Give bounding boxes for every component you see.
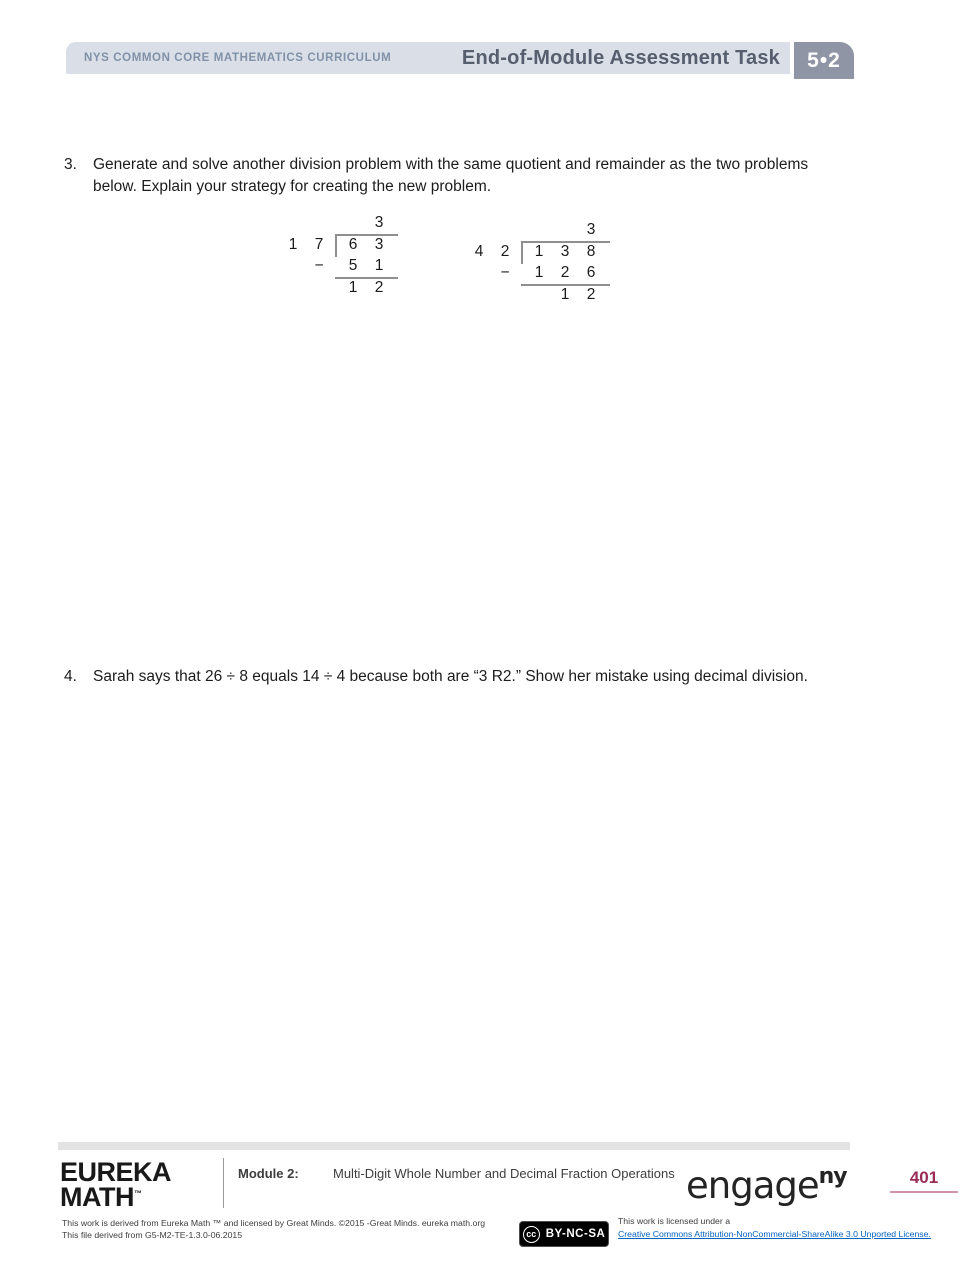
minus-sign: − [500, 264, 510, 281]
subtraction-line [521, 284, 610, 286]
derivation-line2: This file derived from G5-M2-TE-1.3.0-06.2015 [62, 1229, 243, 1240]
division-bracket-line [335, 234, 337, 258]
remainder-digit: 2 [374, 278, 384, 296]
page-number-underline [890, 1191, 958, 1193]
eureka-math-logo [60, 1157, 172, 1212]
remainder-digit: 2 [586, 285, 596, 303]
remainder-digit: 1 [560, 285, 570, 303]
module-grade-badge: 5•2 [794, 42, 854, 79]
quotient-digit: 3 [586, 221, 596, 238]
division-problem-138-by-42 [466, 219, 610, 305]
vinculum-line [335, 234, 398, 236]
curriculum-label: NYS COMMON CORE MATHEMATICS CURRICULUM [84, 52, 392, 64]
question-3-number: 3. [64, 156, 77, 173]
footer-divider [58, 1142, 850, 1150]
page-title: End-of-Module Assessment Task [461, 46, 780, 69]
dividend-digit: 3 [560, 242, 570, 260]
creative-commons-badge[interactable] [519, 1221, 609, 1247]
license-notice [618, 1215, 931, 1240]
question-4 [64, 666, 856, 688]
derivation-notice [62, 1218, 485, 1241]
divisor-digit: 7 [314, 235, 324, 253]
module-title: Multi-Digit Whole Number and Decimal Fraction Operations [333, 1166, 675, 1181]
dividend-digit: 8 [586, 242, 596, 260]
divisor-digit: 2 [500, 242, 510, 260]
footer-vertical-rule [223, 1158, 224, 1208]
eureka-logo-line2: MATH [60, 1182, 134, 1212]
page-number: 401 [909, 1168, 939, 1187]
subtrahend-digit: 2 [560, 264, 570, 281]
subtraction-line [335, 277, 398, 279]
engage-ny-logo [686, 1164, 847, 1207]
header-bar [66, 42, 790, 74]
cc-license-type: BY-NC-SA [545, 1228, 606, 1240]
page-number-block [890, 1168, 958, 1193]
division-bracket-line [521, 241, 523, 265]
vinculum-line [521, 241, 610, 243]
divisor-digit: 4 [474, 242, 484, 260]
divisor-digit: 1 [288, 235, 298, 253]
subtrahend-digit: 5 [348, 257, 358, 274]
subtrahend-digit: 1 [374, 257, 384, 274]
quotient-digit: 3 [374, 214, 384, 231]
subtrahend-digit: 1 [534, 264, 544, 281]
engage-logo-ny: ny [818, 1164, 847, 1189]
minus-sign: − [314, 257, 324, 274]
question-4-text: Sarah says that 26 ÷ 8 equals 14 ÷ 4 because both are “3 R2.” Show her mistake using decimal division. [93, 668, 808, 685]
dividend-digit: 6 [348, 235, 358, 253]
engage-logo-text: engage [686, 1164, 819, 1207]
creative-commons-link[interactable]: Creative Commons Attribution-NonCommercial-ShareAlike 3.0 Unported License. [618, 1228, 931, 1239]
question-4-number: 4. [64, 668, 77, 685]
eureka-logo-line1: EUREKA [60, 1157, 172, 1187]
question-3 [64, 154, 856, 197]
dividend-digit: 3 [374, 235, 384, 253]
subtrahend-digit: 6 [586, 264, 596, 281]
trademark-symbol: ™ [133, 1189, 142, 1198]
question-3-text: Generate and solve another division problem with the same quotient and remainder as the two problems below. Explain your strategy for creating the new problem. [93, 156, 809, 195]
derivation-line1: This work is derived from Eureka Math ™ and licensed by Great Minds. ©2015 -Great Minds. eureka math.org [62, 1218, 486, 1228]
division-problem-63-by-17 [280, 212, 398, 298]
module-label: Module 2: [238, 1166, 299, 1181]
dividend-digit: 1 [534, 242, 544, 260]
license-line1: This work is licensed under a [618, 1216, 731, 1226]
remainder-digit: 1 [348, 278, 358, 296]
cc-icon: cc [523, 1226, 540, 1243]
